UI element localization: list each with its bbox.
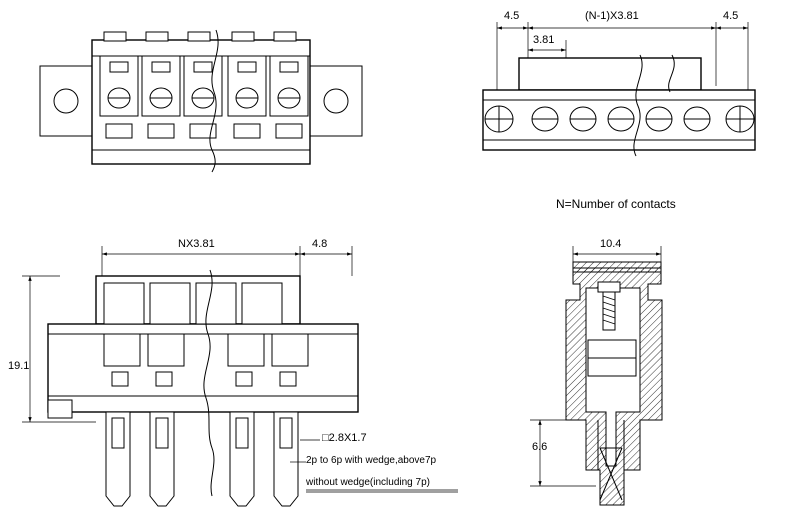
note-number-of-contacts: N=Number of contacts <box>556 197 676 211</box>
pin-size-label <box>322 432 367 444</box>
view-bottom-right <box>530 246 662 505</box>
dim-label-4-5-right: 4.5 <box>723 10 739 22</box>
note-wedge-line2: without wedge(including 7p) <box>306 477 430 488</box>
dim-label-nx381: NX3.81 <box>178 238 215 250</box>
dim-label-19-1: 19.1 <box>8 360 30 372</box>
view-top-right <box>483 22 755 156</box>
view-top-left <box>40 30 362 172</box>
pin-size-value: 2.8X1.7 <box>328 432 367 444</box>
square-symbol-icon: □ <box>322 432 329 444</box>
dim-label-4-5-left: 4.5 <box>504 10 520 22</box>
dim-label-10-4: 10.4 <box>600 238 622 250</box>
dim-label-6-6: 6.6 <box>532 441 548 453</box>
dim-label-3-81: 3.81 <box>533 34 555 46</box>
view-bottom-left <box>22 246 458 506</box>
dim-label-4-8: 4.8 <box>312 238 328 250</box>
dim-label-pitch-total: (N-1)X3.81 <box>585 10 639 22</box>
note-wedge-line1: 2p to 6p with wedge,above7p <box>306 455 437 466</box>
